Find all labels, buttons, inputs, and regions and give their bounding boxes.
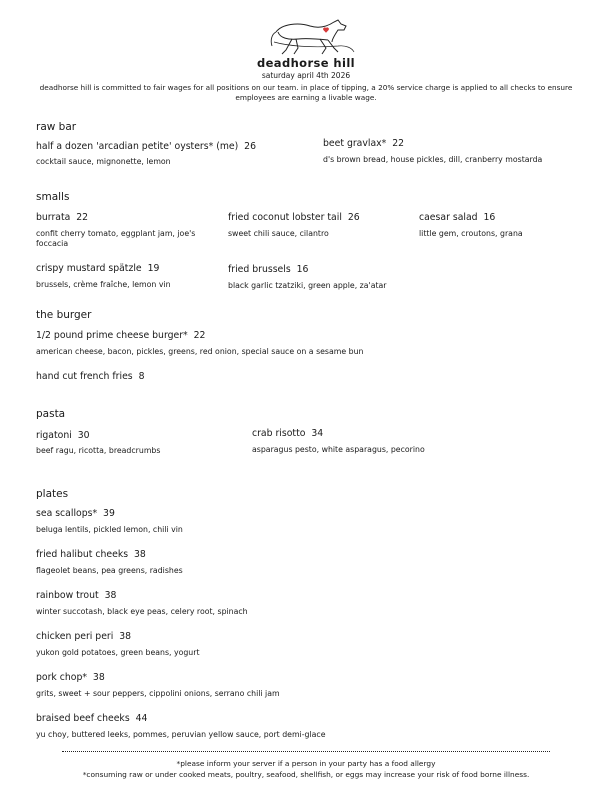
- menu-item-description: asparagus pesto, white asparagus, pecorino: [252, 445, 425, 454]
- menu-item-description: little gem, croutons, grana: [419, 229, 523, 238]
- menu-item-description: d's brown bread, house pickles, dill, cranberry mostarda: [323, 155, 543, 164]
- menu-item-description: cocktail sauce, mignonette, lemon: [36, 157, 171, 166]
- section-title-plates: plates: [36, 488, 69, 500]
- menu-item-name: sea scallops* 39: [36, 508, 115, 519]
- menu-item-description: winter succotash, black eye peas, celery root, spinach: [36, 607, 248, 616]
- menu-item-name: beet gravlax* 22: [323, 138, 405, 149]
- menu-item-description: yukon gold potatoes, green beans, yogurt: [36, 648, 200, 657]
- menu-item-name: fried brussels 16: [228, 264, 309, 275]
- menu-item-name: burrata 22: [36, 212, 89, 223]
- menu-item-description: yu choy, buttered leeks, pommes, peruvian yellow sauce, port demi-glace: [36, 730, 326, 739]
- allergy-notice: *please inform your server if a person in your party has a food allergy: [176, 759, 436, 768]
- menu-item-description: sweet chili sauce, cilantro: [228, 229, 329, 238]
- menu-item-name: chicken peri peri 38: [36, 631, 132, 642]
- menu-item-name: 1/2 pound prime cheese burger* 22: [36, 330, 206, 341]
- menu-item-name: pork chop* 38: [36, 672, 105, 683]
- section-title-pasta: pasta: [36, 408, 66, 420]
- service-charge-policy: deadhorse hill is committed to fair wages for all positions on our team. in place of tipping, a 20% service charge is applied to all checks to ensure employees are earning a livable wage.: [39, 83, 573, 102]
- section-title-raw-bar: raw bar: [36, 121, 77, 133]
- menu-item-name: fried coconut lobster tail 26: [228, 212, 360, 223]
- menu-item-description: american cheese, bacon, pickles, greens, red onion, special sauce on a sesame bun: [36, 347, 364, 356]
- menu-item-name: crab risotto 34: [252, 428, 324, 439]
- horse-logo-icon: [268, 18, 358, 56]
- menu-item-description: confit cherry tomato, eggplant jam, joe's foccacia: [36, 229, 196, 248]
- menu-item-name: rainbow trout 38: [36, 590, 117, 601]
- menu-item-description: beef ragu, ricotta, breadcrumbs: [36, 446, 161, 455]
- raw-food-warning: *consuming raw or under cooked meats, poultry, seafood, shellfish, or eggs may increase your risk of food borne illness.: [82, 770, 530, 779]
- menu-date: saturday april 4th 2026: [261, 71, 351, 80]
- menu-item-name: half a dozen 'arcadian petite' oysters* (me) 26: [36, 141, 256, 152]
- menu-item-name: caesar salad 16: [419, 212, 496, 223]
- menu-item-name: fried halibut cheeks 38: [36, 549, 146, 560]
- menu-item-name: crispy mustard spätzle 19: [36, 263, 160, 274]
- menu-item-description: grits, sweet + sour peppers, cippolini onions, serrano chili jam: [36, 689, 280, 698]
- menu-item-name: hand cut french fries 8: [36, 371, 145, 382]
- menu-item-description: flageolet beans, pea greens, radishes: [36, 566, 183, 575]
- section-title-burger: the burger: [36, 309, 92, 321]
- section-title-smalls: smalls: [36, 191, 70, 203]
- restaurant-name: deadhorse hill: [256, 56, 356, 70]
- menu-item-description: brussels, crème fraîche, lemon vin: [36, 280, 171, 289]
- menu-item-name: rigatoni 30: [36, 430, 90, 441]
- menu-item-description: beluga lentils, pickled lemon, chili vin: [36, 525, 183, 534]
- menu-item-name: braised beef cheeks 44: [36, 713, 148, 724]
- footer-divider: [62, 751, 550, 752]
- menu-item-description: black garlic tzatziki, green apple, za'atar: [228, 281, 387, 290]
